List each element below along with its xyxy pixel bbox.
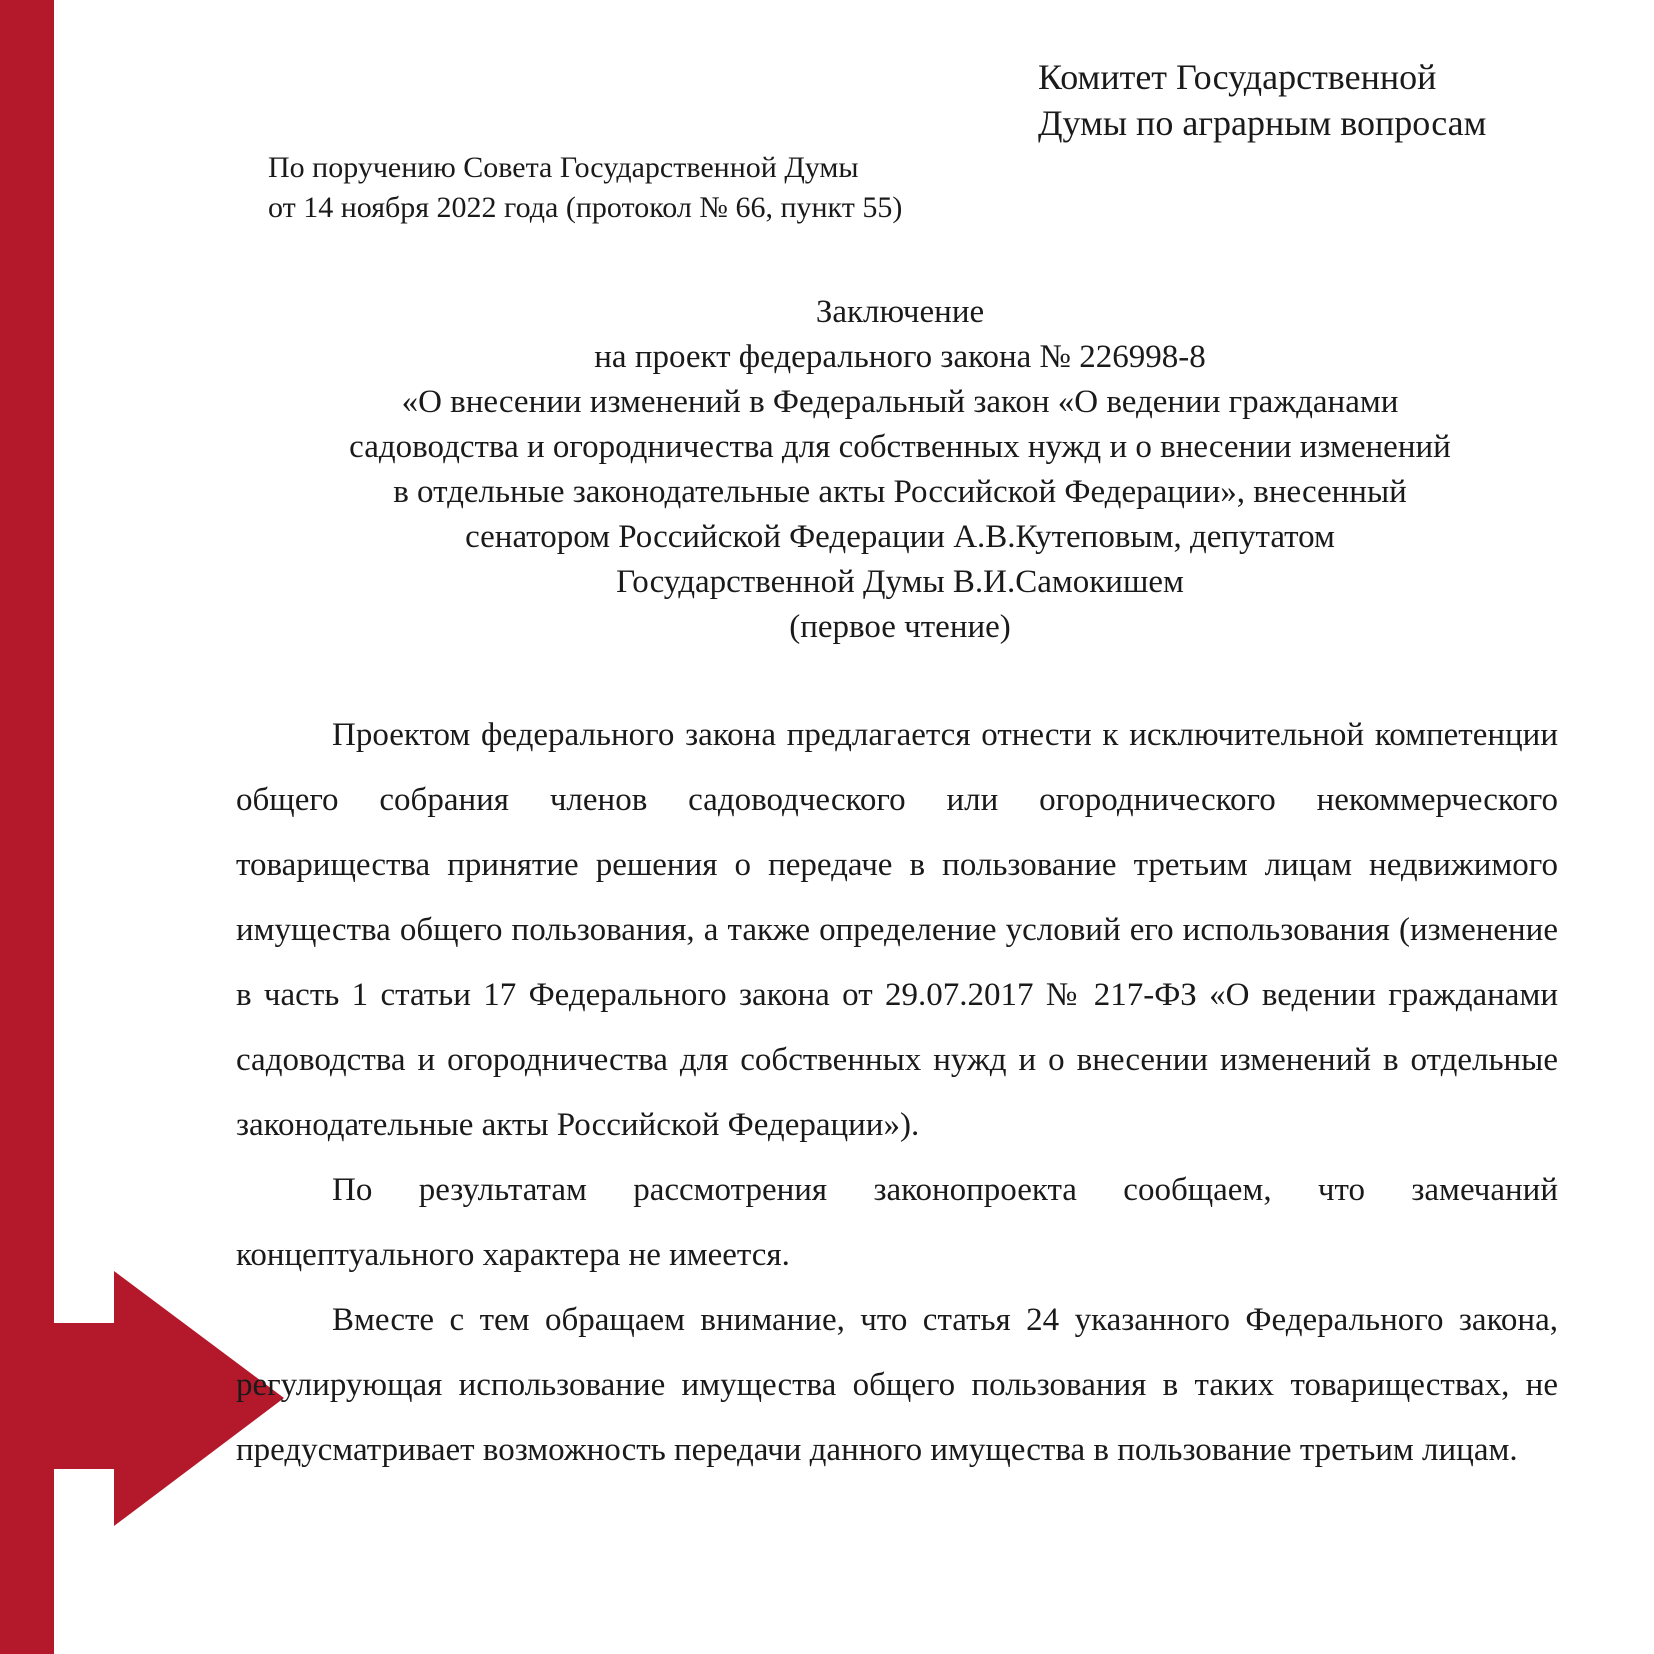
heading-line: Государственной Думы В.И.Самокишем (616, 564, 1184, 600)
body-paragraph-no-remarks: По результатам рассмотрения законопроекта сообщаем, что замечаний концептуального характера не имеется. (236, 1172, 1558, 1273)
accent-side-bar (0, 0, 54, 1654)
heading-line: садоводства и огородничества для собственных нужд и о внесении изменений (349, 429, 1451, 465)
document-body (236, 703, 1558, 1483)
heading-line: в отдельные законодательные акты Российской Федерации», внесенный (393, 474, 1407, 510)
addressee-block (1038, 54, 1486, 146)
addressee-line-2: Думы по аграрным вопросам (1038, 103, 1487, 143)
body-paragraph-proposal: Проектом федерального закона предлагается отнести к исключительной компетенции общего собрания членов садоводческого или огороднического некоммерческого товарищества принятие решения о передаче в пользование третьим лицам недвижимого имущества общего пользования, а также определение условий его использования (изменение в часть 1 статьи 17 Федерального закона от 29.07.2017 № 217-ФЗ «О ведении гражданами садоводства и огородничества для собственных нужд и о внесении изменений в отдельные законодательные акты Российской Федерации»). (236, 717, 1558, 1143)
document-heading (230, 290, 1570, 650)
instruction-block (268, 148, 902, 228)
heading-line: «О внесении изменений в Федеральный закон «О ведении гражданами (401, 384, 1399, 420)
heading-line: на проект федерального закона № 226998-8 (594, 339, 1206, 375)
addressee-line-1: Комитет Государственной (1038, 57, 1437, 97)
heading-reading-stage: (первое чтение) (789, 609, 1011, 645)
heading-title: Заключение (815, 294, 985, 330)
heading-line: сенатором Российской Федерации А.В.Кутеповым, депутатом (465, 519, 1335, 555)
instruction-line-1: По поручению Совета Государственной Думы (268, 151, 859, 184)
body-paragraph-attention: Вместе с тем обращаем внимание, что статья 24 указанного Федерального закона, регулирующая использование имущества общего пользования в таких товариществах, не предусматривает возможность передачи данного имущества в пользование третьим лицам. (236, 1302, 1558, 1468)
instruction-line-2: от 14 ноября 2022 года (протокол № 66, пункт 55) (268, 191, 903, 224)
